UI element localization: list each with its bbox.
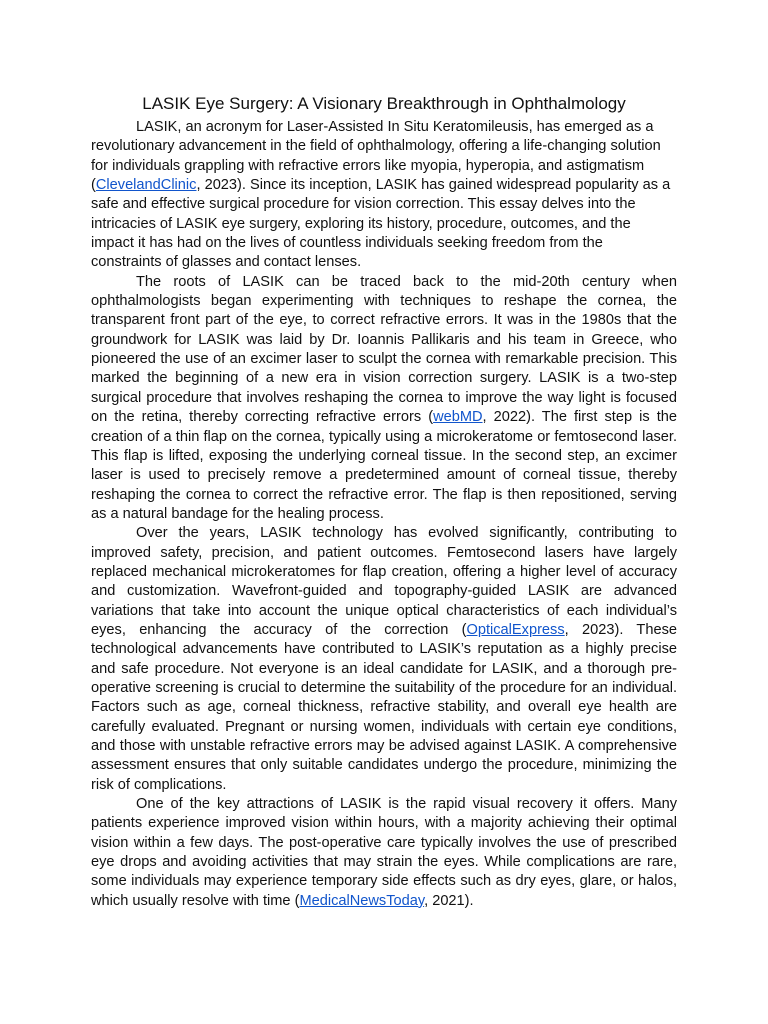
document-title: LASIK Eye Surgery: A Visionary Breakthrough in Ophthalmology: [142, 94, 626, 113]
paragraph-technology-candidates: [91, 524, 677, 795]
paragraph-text: The roots of LASIK can be traced back to the mid-20th century when ophthalmologists began experimenting with techniques to reshape the cornea, the transparent front part of the eye, to correct refractive errors. It was in the 1980s that the groundwork for LASIK was laid by Dr. Ioannis Pallikaris and his team in Greece, who pioneered the use of an excimer laser to sculpt the cornea with remarkable precision. This marked the beginning of a new era in vision correction surgery. LASIK is a two-step surgical procedure that involves reshaping the cornea to improve the way light is focused on the retina, thereby correcting refractive errors (: [91, 273, 677, 426]
citation-link-clevelandclinic[interactable]: ClevelandClinic: [95, 177, 197, 194]
citation-link-webmd[interactable]: webMD: [433, 409, 483, 426]
paragraph-text: , 2023). These technological advancements have contributed to LASIK’s reputation as a highly precise and safe procedure. Not everyone is an ideal candidate for LASIK, and a thorough pre-operative screening is crucial to determine the suitability of the procedure for an individual. Factors such as age, corneal thickness, refractive stability, and overall eye health are carefully evaluated. Pregnant or nursing women, individuals with certain eye conditions, and those with unstable refractive errors may be advised against LASIK. A comprehensive assessment ensures that only suitable candidates undergo the procedure, minimizing the risk of complications.: [91, 621, 677, 793]
paragraph-text: , 2022). The first step is the creation of a thin flap on the cornea, typically using a microkeratome or femtosecond laser. This flap is lifted, exposing the underlying corneal tissue. In the second step, an excimer laser is used to precisely remove a predetermined amount of corneal tissue, thereby reshaping the cornea to correct the refractive error. The flap is then repositioned, serving as a natural bandage for the healing process.: [91, 409, 677, 522]
paragraph-text: One of the key attractions of LASIK is the rapid visual recovery it offers. Many patients experience improved vision within hours, with a majority achieving their optimal vision within a few days. The post-operative care typically involves the use of prescribed eye drops and avoiding activities that may strain the eyes. While complications are rare, some individuals may experience temporary side effects such as dry eyes, glare, or halos, which usually resolve with time (: [91, 796, 677, 909]
paragraph-recovery: [91, 795, 677, 911]
citation-link-medicalnewstoday[interactable]: MedicalNewsToday: [299, 892, 425, 909]
paragraph-text: , 2023). Since its inception, LASIK has gained widespread popularity as a safe and effective surgical procedure for vision correction. This essay delves into the intricacies of LASIK eye surgery, exploring its history, procedure, outcomes, and the impact it has had on the lives of countless individuals seeking freedom from the constraints of glasses and contact lenses.: [91, 177, 671, 271]
document-page: [91, 92, 677, 911]
paragraph-text: LASIK, an acronym for Laser-Assisted In Situ Keratomileusis, has emerged as a revolutionary advancement in the field of ophthalmology, offering a life-changing solution for individuals grappling with refractive errors like myopia, hyperopia, and astigmatism (: [91, 119, 661, 194]
paragraph-history-procedure: [91, 273, 677, 524]
paragraph-text: , 2021).: [424, 892, 474, 909]
paragraph-intro: [91, 118, 677, 273]
paragraph-text: Over the years, LASIK technology has evolved significantly, contributing to improved safety, precision, and patient outcomes. Femtosecond lasers have largely replaced mechanical microkeratomes for flap creation, offering a higher level of accuracy and customization. Wavefront-guided and topography-guided LASIK are advanced variations that take into account the unique optical characteristics of each individual’s eyes, enhancing the accuracy of the correction (: [91, 525, 677, 638]
citation-link-opticalexpress[interactable]: OpticalExpress: [466, 621, 565, 638]
